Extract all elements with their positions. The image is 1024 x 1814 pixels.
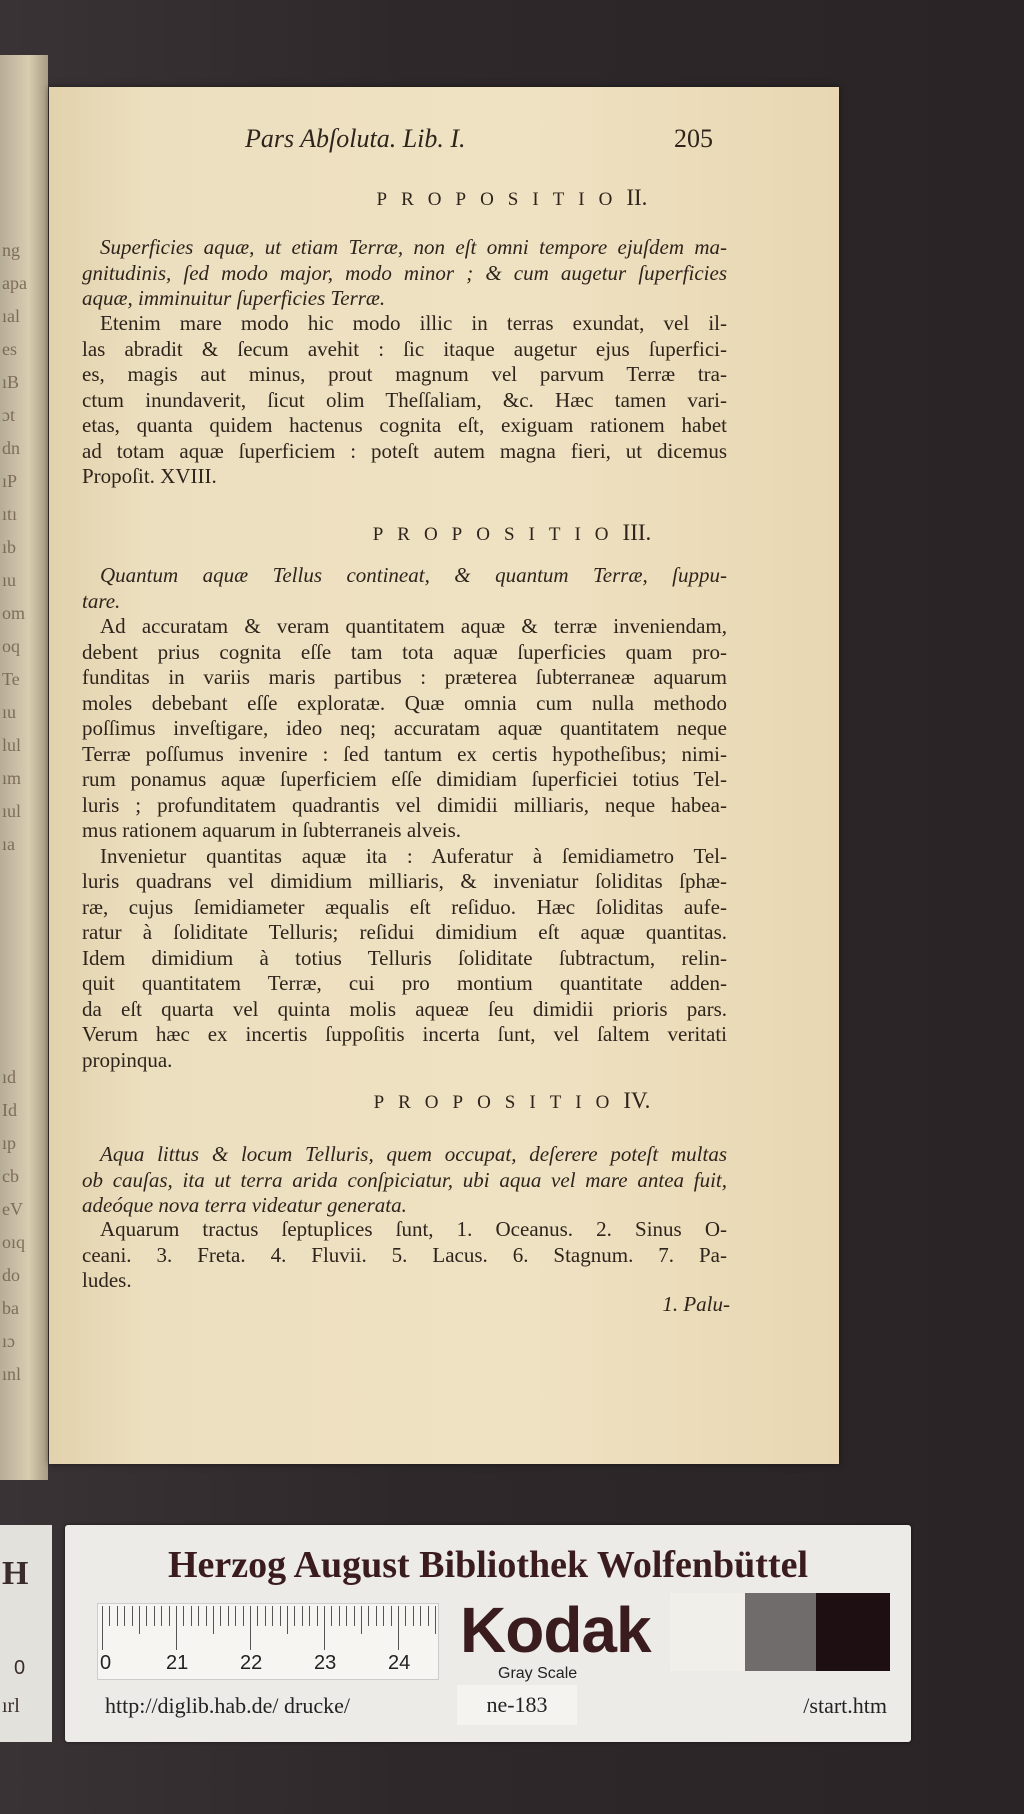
ruler-tick: [250, 1606, 251, 1650]
ruler-tick: [183, 1606, 184, 1626]
left-card-text: ırl: [2, 1695, 20, 1717]
proposition-label: PROPOSITIO: [373, 1092, 624, 1113]
statement-line: Quantum aquæ Tellus contineat, & quantum Terræ, ſuppu-: [100, 563, 727, 587]
kodak-logo: Kodak: [460, 1594, 651, 1666]
ruler-tick: [169, 1606, 170, 1626]
body-line: las abradit & ſecum avehit : ſic itaque augetur ejus ſuperfici-: [82, 336, 727, 361]
previous-page-fragment: ıd: [2, 1067, 17, 1087]
ruler-tick: [376, 1606, 377, 1626]
proposition-numeral: IV.: [623, 1088, 651, 1113]
proposition-label: PROPOSITIO: [372, 524, 623, 545]
previous-page-fragment: ınl: [2, 1364, 22, 1384]
body-line: Invenietur quantitas aquæ ita : Auferatur à ſemidiametro Tel-: [100, 843, 727, 868]
shelfmark: ne-183: [457, 1685, 577, 1725]
body-line: rum ponamus aquæ ſuperficiem eſſe dimidiam ſuperficiei totius Tel-: [82, 767, 727, 791]
ruler-tick: [368, 1606, 369, 1626]
body-line: Ad accuratam & veram quantitatem aquæ & terræ inveniendam,: [100, 614, 727, 638]
statement-line: Aqua littus & locum Telluris, quem occupat, deſerere poteſt multas: [100, 1142, 727, 1166]
previous-page-fragment: ım: [2, 768, 22, 788]
body-line: Idem dimidium à totius Telluris ſoliditate ſubtractum, relin-: [82, 945, 727, 970]
previous-page-fragment: ba: [2, 1298, 19, 1318]
previous-page-fragment: dn: [2, 438, 20, 458]
previous-page-fragment: ıa: [2, 834, 15, 854]
ruler-tick: [198, 1606, 199, 1626]
previous-page-fragment: ıal: [2, 306, 20, 326]
ruler-label: 21: [166, 1652, 189, 1674]
previous-page-fragment: do: [2, 1265, 20, 1285]
library-name: Herzog August Bibliothek Wolfenbüttel: [167, 1544, 809, 1586]
proposition-heading: [0, 520, 1024, 546]
previous-page-fragment: ıB: [2, 372, 20, 392]
body-line: mus rationem aquarum in ſubterraneis alveis.: [82, 818, 462, 842]
statement-line: tare.: [82, 588, 121, 613]
ruler-tick: [257, 1606, 258, 1626]
body-line: Aquarum tractus ſeptuplices ſunt, 1. Oceanus. 2. Sinus O-: [100, 1217, 727, 1241]
ruler-tick: [117, 1606, 118, 1626]
body-line: poſſimus inveſtigare, ideo neq; accuratam aquæ quantitatem neque: [82, 716, 727, 740]
ruler-tick: [383, 1606, 384, 1626]
ruler: [97, 1603, 439, 1680]
ruler-tick: [420, 1606, 421, 1626]
ruler-label: 22: [240, 1652, 263, 1674]
ruler-tick: [228, 1606, 229, 1626]
ruler-tick: [324, 1606, 325, 1650]
previous-page-fragment: ıu: [2, 570, 17, 590]
previous-page-fragment: oq: [2, 636, 20, 656]
body-line: moles debebant eſſe exploratæ. Quæ omnia cum nulla methodo: [82, 690, 727, 715]
proposition-numeral: III.: [622, 520, 652, 545]
url-right: /start.htm: [803, 1693, 887, 1718]
color-target-card: [65, 1525, 911, 1742]
ruler-label: 24: [388, 1652, 411, 1674]
proposition-heading: [0, 1088, 1024, 1114]
statement-line: adeóque nova terra videatur generata.: [82, 1193, 407, 1217]
previous-page-fragment: lul: [2, 735, 22, 755]
ruler-tick: [287, 1606, 288, 1634]
previous-page-edge: [0, 55, 48, 1480]
ruler-tick: [243, 1606, 244, 1626]
ruler-tick: [391, 1606, 392, 1626]
statement-line: Superficies aquæ, ut etiam Terræ, non eſt omni tempore ejuſdem ma-: [100, 235, 727, 259]
previous-page-fragment: Te: [2, 669, 20, 689]
ruler-tick: [161, 1606, 162, 1626]
statement-line: aquæ, imminuitur ſuperficies Terræ.: [82, 286, 386, 310]
ruler-tick: [139, 1606, 140, 1634]
previous-page-fragment: Id: [2, 1100, 17, 1120]
running-head: Pars Abſoluta. Lib. I.: [245, 124, 466, 153]
ruler-tick: [413, 1606, 414, 1626]
statement-line: ob cauſas, ita ut terra arida conſpiciatur, ubi aqua vel mare antea fuit,: [82, 1167, 727, 1192]
body-line: Verum hæc ex incertis ſuppoſitis incerta ſunt, vel ſaltem veritati: [82, 1022, 727, 1046]
gray-patch-white: [670, 1593, 745, 1671]
ruler-tick: [346, 1606, 347, 1626]
previous-page-fragment: ıul: [2, 801, 22, 821]
ruler-tick: [265, 1606, 266, 1626]
proposition-numeral: II.: [626, 185, 648, 210]
proposition-heading: [0, 185, 1024, 211]
body-line: Terræ poſſumus invenire : ſed tantum ex certis hypotheſibus; nimi-: [82, 741, 727, 766]
body-line: propinqua.: [82, 1047, 173, 1072]
ruler-tick: [331, 1606, 332, 1626]
ruler-tick: [109, 1606, 110, 1626]
previous-page-fragment: ıtı: [2, 504, 18, 524]
ruler-tick: [309, 1606, 310, 1626]
body-line: ludes.: [82, 1268, 132, 1292]
statement-line: gnitudinis, ſed modo major, modo minor ; & cum augetur ſuperficies: [82, 260, 727, 285]
previous-page-fragment: ɔt: [2, 405, 15, 425]
gray-patch-gray: [745, 1593, 816, 1671]
body-line: quit quantitatem Terræ, cui pro montium quantitate adden-: [82, 971, 727, 995]
ruler-tick: [235, 1606, 236, 1626]
body-line: luris ; profunditatem quadrantis vel dimidii milliaris, neque habea-: [82, 792, 727, 817]
body-line: luris quadrans vel dimidium milliaris, & inveniatur ſoliditas ſphæ-: [82, 869, 727, 893]
previous-page-fragment: oıq: [2, 1232, 26, 1252]
previous-page-fragment: cb: [2, 1166, 19, 1186]
catchword: 1. Palu-: [662, 1292, 730, 1316]
ruler-tick: [206, 1606, 207, 1626]
ruler-tick: [280, 1606, 281, 1626]
ruler-tick: [213, 1606, 214, 1634]
page-number: 205: [674, 124, 713, 153]
previous-page-fragment: ıp: [2, 1133, 17, 1153]
previous-page-fragment: ıu: [2, 702, 17, 722]
body-line: es, magis aut minus, prout magnum vel parvum Terræ tra-: [82, 362, 727, 386]
body-line: ratur à ſoliditate Telluris; reſidui dimidium eſt aquæ quantitas.: [82, 920, 727, 944]
url-left: http://diglib.hab.de/ drucke/: [105, 1693, 351, 1718]
ruler-label: 23: [314, 1652, 337, 1674]
body-line: funditas in variis maris partibus : præterea ſubterraneæ aquarum: [82, 665, 727, 689]
body-line: Etenim mare modo hic modo illic in terras exundat, vel il-: [100, 311, 727, 335]
previous-page-fragment: ıb: [2, 537, 17, 557]
body-line: etas, quanta quidem hactenus cognita eſt, exiguam rationem habet: [82, 413, 727, 437]
gray-patch-black: [816, 1593, 890, 1671]
body-line: da eſt quarta vel quinta molis aqueæ ſeu dimidii prioris pars.: [82, 996, 727, 1021]
body-line: Propoſit. XVIII.: [82, 464, 217, 488]
body-line: ceani. 3. Freta. 4. Fluvii. 5. Lacus. 6. Stagnum. 7. Pa-: [82, 1242, 727, 1267]
ruler-tick: [191, 1606, 192, 1626]
left-card-digit: 0: [14, 1657, 26, 1679]
gray-scale-label: Gray Scale: [498, 1665, 578, 1682]
ruler-tick: [354, 1606, 355, 1626]
body-line: ræ, cujus ſemidiameter æqualis eſt reſiduo. Hæc ſoliditas aufe-: [82, 894, 727, 919]
ruler-tick: [154, 1606, 155, 1626]
previous-card-edge: [0, 1525, 52, 1742]
ruler-tick: [132, 1606, 133, 1626]
ruler-tick: [339, 1606, 340, 1626]
ruler-tick: [398, 1606, 399, 1650]
previous-page-fragment: eV: [2, 1199, 23, 1219]
ruler-tick: [124, 1606, 125, 1626]
ruler-tick: [302, 1606, 303, 1626]
ruler-tick: [428, 1606, 429, 1626]
previous-page-fragment: ıɔ: [2, 1331, 15, 1351]
ruler-label: 0: [100, 1652, 112, 1674]
body-line: debent prius cognita eſſe tam tota aquæ ſuperficies quam pro-: [82, 639, 727, 664]
body-line: ad totam aquæ ſuperficiem : poteſt autem magna fieri, ut dicemus: [82, 438, 727, 463]
previous-page-fragment: ng: [2, 240, 20, 260]
ruler-tick: [361, 1606, 362, 1634]
ruler-tick: [317, 1606, 318, 1626]
previous-page-fragment: apa: [2, 273, 27, 293]
proposition-label: PROPOSITIO: [376, 189, 627, 210]
ruler-tick: [294, 1606, 295, 1626]
ruler-tick: [405, 1606, 406, 1626]
body-line: ctum inundaverit, ſicut olim Theſſaliam, &c. Hæc tamen vari-: [82, 387, 727, 412]
ruler-tick: [176, 1606, 177, 1650]
ruler-tick: [146, 1606, 147, 1626]
ruler-tick: [272, 1606, 273, 1626]
ruler-tick: [102, 1606, 103, 1650]
ruler-tick: [220, 1606, 221, 1626]
previous-page-fragment: ıP: [2, 471, 18, 491]
ruler-tick: [435, 1606, 436, 1634]
previous-page-fragment: om: [2, 603, 26, 623]
previous-page-fragment: es: [2, 339, 17, 359]
left-card-letter: H: [2, 1555, 29, 1592]
